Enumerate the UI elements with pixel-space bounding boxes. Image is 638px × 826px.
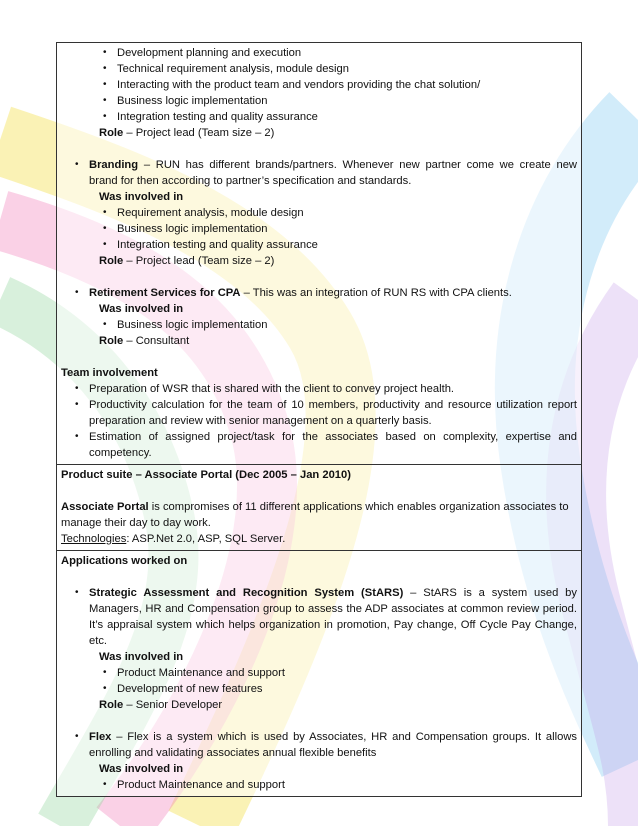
bullet-icon: • [103, 239, 107, 250]
bullet-icon: • [103, 63, 107, 74]
bullet-icon: • [103, 111, 107, 122]
list-item: • Development planning and execution [103, 47, 302, 59]
team-involvement-heading: Team involvement [61, 367, 158, 379]
bullet-icon: • [103, 319, 107, 330]
technologies-line: Technologies: ASP.Net 2.0, ASP, SQL Server. [61, 533, 286, 545]
list-item: • Product Maintenance and support [103, 779, 285, 791]
retirement-services-item: • Retirement Services for CPA – This was an integration of RUN RS with CPA clients. [75, 287, 512, 299]
branding-item: • Branding – RUN has different brands/partners. Whenever new partner come we create new brand for then according to partner’s specification and standards. [75, 159, 577, 187]
product-suite-cell [56, 465, 582, 551]
list-item: • Product Maintenance and support [103, 667, 285, 679]
applications-cell [56, 551, 582, 797]
associate-portal-desc: Associate Portal is compromises of 11 different applications which enables organization associates to manage their day to day work. [61, 501, 569, 529]
bullet-icon: • [103, 79, 107, 90]
list-item: • Productivity calculation for the team of 10 members, productivity and resource utilization report preparation and review with senior management on a quarterly basis. [75, 399, 577, 427]
top-duties-list [61, 45, 577, 125]
list-item: • Requirement analysis, module design [103, 207, 304, 219]
list-item: • Technical requirement analysis, module design [103, 63, 349, 75]
bullet-icon: • [75, 431, 79, 442]
bullet-icon: • [103, 683, 107, 694]
flex-item: • Flex – Flex is a system which is used by Associates, HR and Compensation groups. It allows enrolling and validating associates annual flexible benefits [75, 731, 577, 759]
list-item: • Business logic implementation [103, 223, 268, 235]
bullet-icon: • [103, 95, 107, 106]
involved-label: Was involved in [99, 191, 184, 203]
bullet-icon: • [75, 587, 79, 598]
list-item: • Interacting with the product team and vendors providing the chat solution/ [103, 79, 481, 91]
bullet-icon: • [75, 731, 79, 742]
resume-table [56, 42, 582, 797]
list-item: • Business logic implementation [103, 95, 268, 107]
bullet-icon: • [75, 287, 79, 298]
list-item: • Estimation of assigned project/task for the associates based on complexity, expertise and competency. [75, 431, 577, 459]
involved-label: Was involved in [99, 763, 184, 775]
bullet-icon: • [75, 159, 79, 170]
role-line: Role – Senior Developer [99, 699, 223, 711]
list-item: • Integration testing and quality assurance [103, 111, 318, 123]
bullet-icon: • [103, 47, 107, 58]
list-item: • Integration testing and quality assurance [103, 239, 318, 251]
role-line: Role – Consultant [99, 335, 190, 347]
bullet-icon: • [75, 399, 79, 410]
role-line: Role – Project lead (Team size – 2) [99, 255, 275, 267]
list-item: • Business logic implementation [103, 319, 268, 331]
applications-heading: Applications worked on [61, 555, 188, 567]
product-suite-title: Product suite – Associate Portal (Dec 2005 – Jan 2010) [61, 469, 351, 481]
list-item: • Development of new features [103, 683, 263, 695]
bullet-icon: • [103, 667, 107, 678]
bullet-icon: • [103, 223, 107, 234]
bullet-icon: • [103, 207, 107, 218]
list-item: • Preparation of WSR that is shared with the client to convey project health. [75, 383, 455, 395]
role-line: Role – Project lead (Team size – 2) [99, 127, 275, 139]
project-details-cell [56, 42, 582, 465]
bullet-icon: • [103, 779, 107, 790]
involved-label: Was involved in [99, 651, 184, 663]
stars-item: • Strategic Assessment and Recognition System (StARS) – StARS is a system used by Managers, HR and Compensation group to assess the ADP associates at common review period. It’s appraisal system which helps organization in promotion, Pay change, Off Cycle Pay Change, etc. [75, 587, 577, 647]
bullet-icon: • [75, 383, 79, 394]
involved-label: Was involved in [99, 303, 184, 315]
